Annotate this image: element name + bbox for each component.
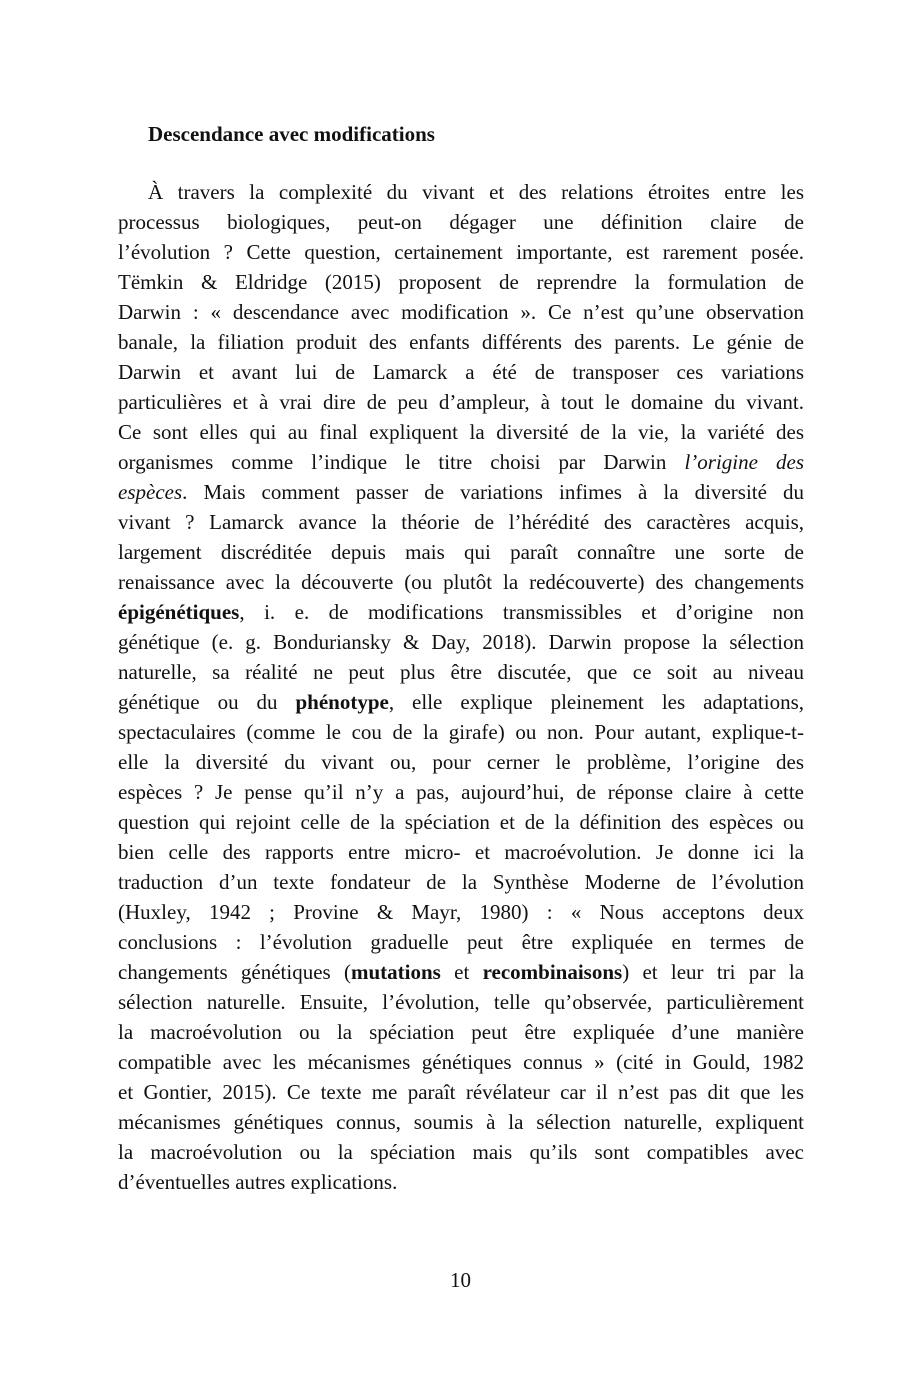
text-line: (Huxley, 1942 ; Provine & Mayr, 1980) : « Nous acceptons deux	[118, 900, 804, 924]
text-line: elle la diversité du vivant ou, pour cerner le problème, l’origine des	[118, 750, 804, 774]
text-line: compatible avec les mécanismes génétiques connus » (cité in Gould, 1982	[118, 1050, 804, 1074]
text-line: largement discréditée depuis mais qui paraît connaître une sorte de	[118, 540, 804, 564]
section-heading: Descendance avec modifications	[148, 122, 435, 146]
book-title-italic: l’origine des	[684, 450, 804, 474]
text-line: Ce sont elles qui au final expliquent la diversité de la vie, la variété des	[118, 420, 804, 444]
page-number: 10	[450, 1268, 471, 1292]
text-line: d’éventuelles autres explications.	[118, 1170, 398, 1194]
text-line: vivant ? Lamarck avance la théorie de l’hérédité des caractères acquis,	[118, 510, 804, 534]
text-line: renaissance avec la découverte (ou plutôt la redécouverte) des changements	[118, 570, 804, 594]
text-line: traduction d’un texte fondateur de la Synthèse Moderne de l’évolution	[118, 870, 804, 894]
text-line: Darwin et avant lui de Lamarck a été de transposer ces variations	[118, 360, 804, 384]
bold-term: mutations	[350, 960, 441, 984]
bold-term: épigénétiques	[118, 600, 240, 624]
text-line: organismes comme l’indique le titre choisi par Darwin l’origine des	[118, 450, 804, 474]
text-line: la macroévolution ou la spéciation peut être expliquée d’une manière	[118, 1020, 804, 1044]
text-line: À travers la complexité du vivant et des relations étroites entre les	[148, 180, 804, 204]
text-line: sélection naturelle. Ensuite, l’évolution, telle qu’observée, particulièrement	[118, 990, 804, 1014]
text-line: conclusions : l’évolution graduelle peut être expliquée en termes de	[118, 930, 804, 954]
text-line: espèces ? Je pense qu’il n’y a pas, aujourd’hui, de réponse claire à cette	[118, 780, 804, 804]
body-paragraph	[118, 177, 804, 1197]
text-line: la macroévolution ou la spéciation mais qu’ils sont compatibles avec	[118, 1140, 804, 1164]
bold-term: recombinaisons	[482, 960, 623, 984]
text-line: particulières et à vrai dire de peu d’ampleur, à tout le domaine du vivant.	[118, 390, 804, 414]
text-line: banale, la filiation produit des enfants différents des parents. Le génie de	[118, 330, 804, 354]
bold-term: phénotype	[295, 690, 389, 714]
text-line: l’évolution ? Cette question, certainement importante, est rarement posée.	[118, 240, 804, 264]
text-line: bien celle des rapports entre micro- et macroévolution. Je donne ici la	[118, 840, 804, 864]
text-line: naturelle, sa réalité ne peut plus être discutée, que ce soit au niveau	[118, 660, 804, 684]
text-line: question qui rejoint celle de la spéciation et de la définition des espèces ou	[118, 810, 804, 834]
text-line: espèces. Mais comment passer de variations infimes à la diversité du	[118, 480, 804, 504]
text-line: Tёmkin & Eldridge (2015) proposent de reprendre la formulation de	[118, 270, 804, 294]
text-line: génétique ou du phénotype, elle explique pleinement les adaptations,	[118, 690, 805, 714]
text-line: épigénétiques, i. e. de modifications transmissibles et d’origine non	[118, 600, 804, 624]
text-line: processus biologiques, peut-on dégager une définition claire de	[118, 210, 804, 234]
text-line: spectaculaires (comme le cou de la girafe) ou non. Pour autant, explique-t-	[118, 720, 804, 744]
text-line: génétique (e. g. Bonduriansky & Day, 2018). Darwin propose la sélection	[118, 630, 804, 654]
book-title-italic: espèces	[118, 480, 183, 504]
text-line: Darwin : « descendance avec modification ». Ce n’est qu’une observation	[118, 300, 804, 324]
text-line: changements génétiques (mutations et recombinaisons) et leur tri par la	[118, 960, 805, 984]
text-line: mécanismes génétiques connus, soumis à la sélection naturelle, expliquent	[118, 1110, 804, 1134]
text-line: et Gontier, 2015). Ce texte me paraît révélateur car il n’est pas dit que les	[118, 1080, 804, 1104]
